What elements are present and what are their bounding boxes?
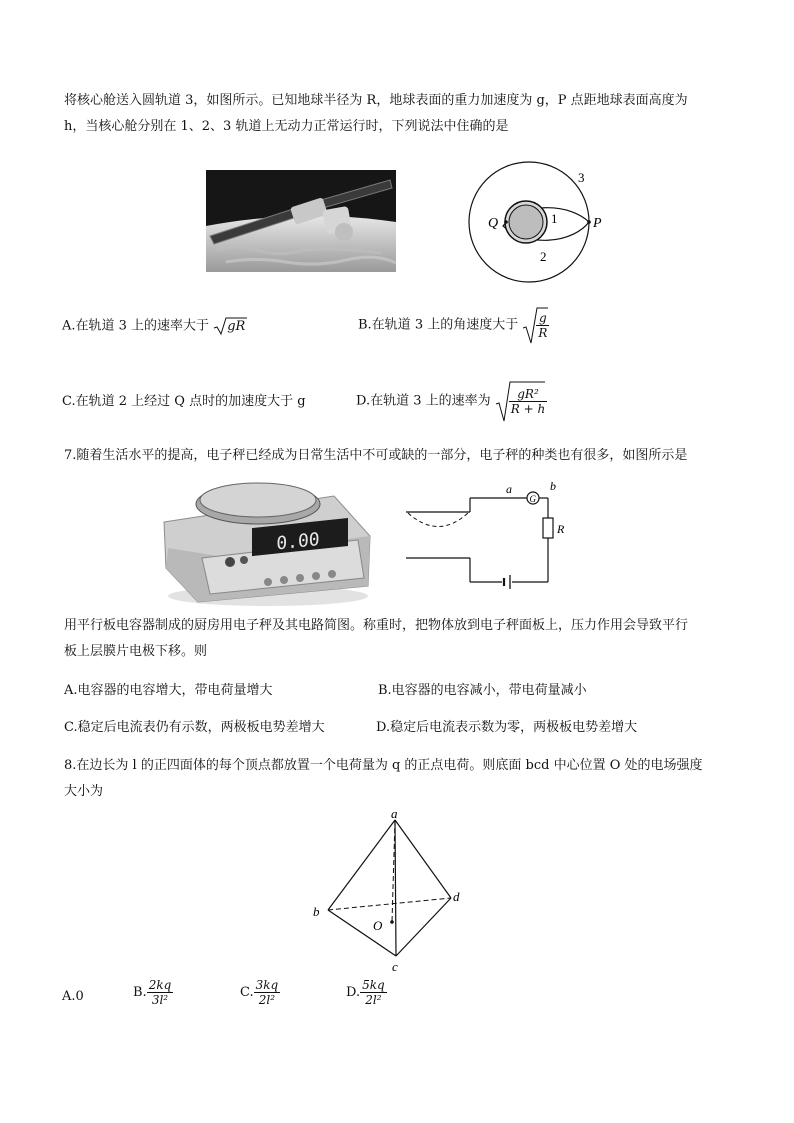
q7-stem-line1: 7.随着生活水平的提高，电子秤已经成为日常生活中不可或缺的一部分，电子秤的种类也有很多，如图所示是: [64, 448, 688, 463]
edge-cd: [396, 898, 451, 956]
orbit-diagram: [456, 166, 612, 286]
q8-stem-line2: 大小为: [64, 784, 104, 799]
q8-option-b: [133, 978, 173, 1007]
q6-option-d-frac: [509, 387, 547, 416]
q7-option-c: C.稳定后电流表仍有示数，两极板电势差增大: [64, 720, 325, 735]
frac-num: 5kq: [362, 978, 385, 992]
q8-option-c-frac: [254, 978, 281, 1007]
frac-den: R + h: [510, 401, 546, 416]
label-q: Q: [488, 216, 499, 231]
q6-option-b-text: B.在轨道 3 上的角速度大于: [358, 317, 519, 333]
vertex-b-label: b: [313, 904, 320, 919]
frac-den: 2l²: [258, 993, 276, 1007]
q8-option-c-prefix: C.: [240, 985, 254, 1000]
resistor-label: R: [557, 522, 565, 536]
vertex-d-label: d: [453, 889, 460, 904]
scale-display-value: 0.00: [276, 529, 320, 555]
q6-option-c: C.在轨道 2 上经过 Q 点时的加速度大于 g: [62, 394, 306, 409]
q6-option-a-expr: gR: [227, 318, 246, 334]
q7-option-a: A.电容器的电容增大，带电荷量增大: [64, 683, 273, 698]
label-2: 2: [540, 249, 547, 264]
q6-option-b: [358, 306, 561, 344]
q6-option-a-text: A.在轨道 3 上的速率大于: [62, 318, 210, 334]
edge-bd-hidden: [328, 898, 451, 910]
q6-intro-line2: h，当核心舱分别在 1、2、3 轨道上无动力正常运行时，下列说法中住确的是: [64, 119, 509, 134]
q6-option-a: [62, 316, 265, 336]
frac-num: g: [536, 311, 549, 326]
label-3: 3: [578, 170, 585, 185]
tetrahedron-diagram: [306, 804, 468, 976]
membrane-dashed: [408, 513, 468, 527]
electronic-scale-photo: [158, 478, 372, 608]
q8-stem-line1: 8.在边长为 l 的正四面体的每个顶点都放置一个电荷量为 q 的正点电荷。则底面 bcd 中心位置 O 处的电场强度: [64, 758, 703, 773]
galvanometer-label: G: [529, 494, 536, 504]
q8-option-d-prefix: D.: [346, 985, 361, 1000]
frac-den: R: [538, 325, 548, 340]
label-p: P: [593, 216, 602, 231]
resistor: [543, 518, 553, 538]
q8-option-d-frac: [360, 978, 387, 1007]
q6-intro-line1: 将核心舱送入圆轨道 3，如图所示。已知地球半径为 R，地球表面的重力加速度为 g，P 点距地球表面高度为: [64, 93, 688, 108]
space-station-photo: [206, 170, 396, 272]
q8-option-d: [346, 978, 387, 1007]
vertex-a-label: a: [391, 806, 398, 821]
edge-bc: [328, 910, 396, 956]
q7-stem-line2: 用平行板电容器制成的厨房用电子秤及其电路简图。称重时，把物体放到电子秤面板上，压力作用会导致平行: [64, 618, 689, 633]
label-1: 1: [551, 211, 558, 226]
q7-option-b: B.电容器的电容减小，带电荷量减小: [378, 683, 587, 698]
label-b: b: [550, 479, 556, 493]
q8-option-b-frac: [147, 978, 174, 1007]
edge-ad: [395, 820, 451, 898]
q7-stem-line3: 板上层膜片电极下移。则: [64, 644, 208, 659]
center-point-o: [390, 920, 394, 924]
frac-num: 3kq: [255, 978, 279, 992]
q7-option-d: D.稳定后电流表示数为零，两极板电势差增大: [376, 720, 638, 735]
edge-ac: [395, 820, 396, 956]
label-a: a: [506, 482, 512, 496]
q8-option-a: A.0: [62, 989, 84, 1004]
frac-den: 3l²: [151, 993, 169, 1007]
q8-option-b-prefix: B.: [133, 985, 147, 1000]
q8-option-c: [240, 978, 280, 1007]
q6-option-d-text: D.在轨道 3 上的速率为: [356, 393, 491, 409]
orbit-1: [509, 205, 543, 239]
vertex-c-label: c: [392, 959, 398, 974]
frac-num: gR²: [509, 387, 547, 402]
frac-den: 2l²: [365, 993, 382, 1007]
q6-option-b-frac: [536, 311, 549, 340]
edge-ab: [328, 820, 395, 910]
q6-option-d: [356, 380, 583, 422]
frac-num: 2kq: [148, 978, 172, 992]
center-o-label: O: [373, 918, 383, 933]
circuit-diagram: [400, 478, 565, 590]
